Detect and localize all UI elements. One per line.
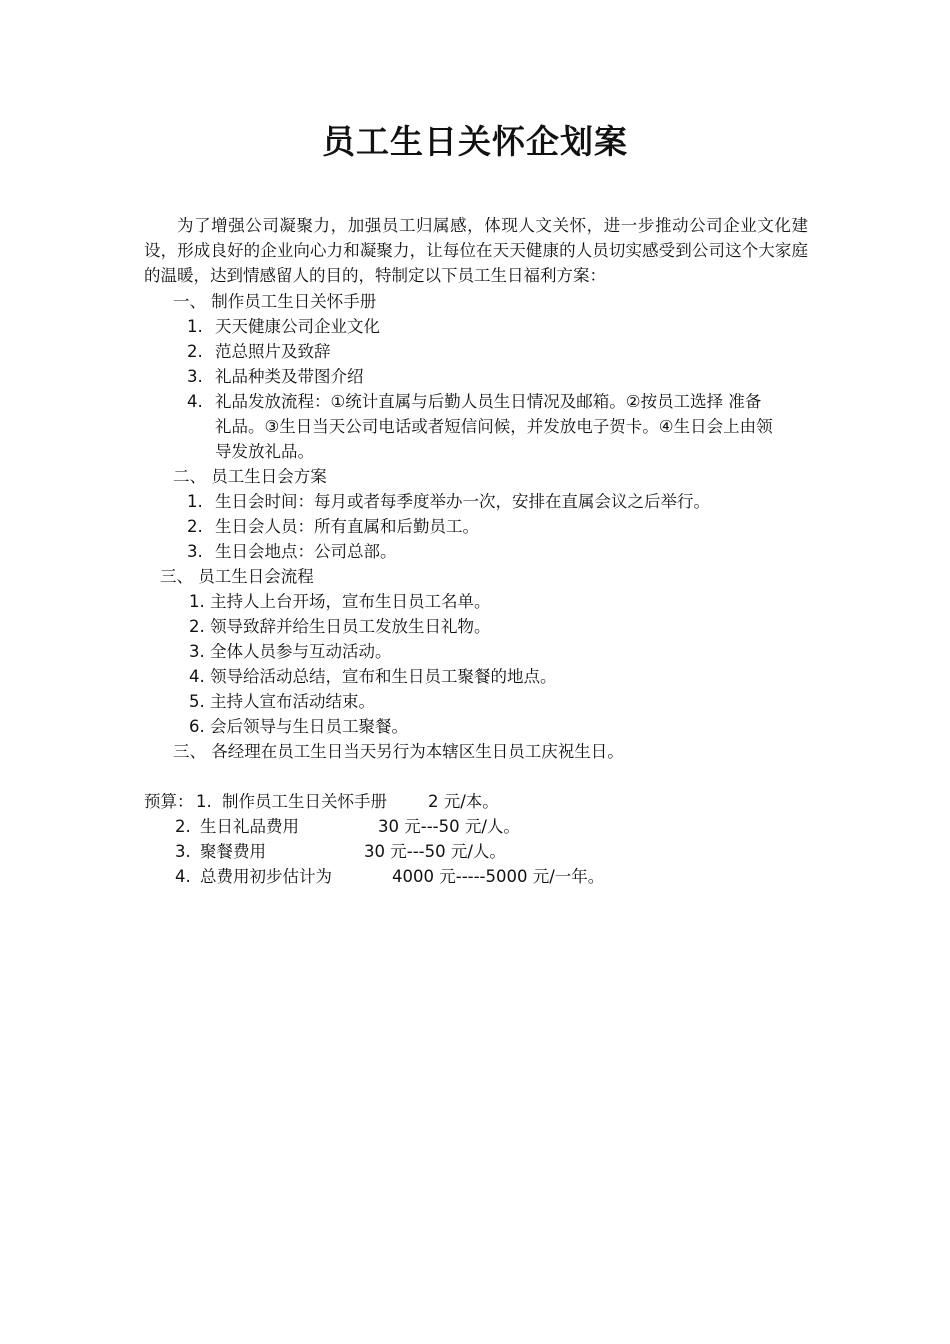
section3-item-5: 5. 主持人宣布活动结束。 [189, 692, 375, 711]
budget-item-1-num: 1. [196, 792, 212, 811]
section2-item-1: 生日会时间：每月或者每季度举办一次，安排在直属会议之后举行。 [215, 492, 710, 511]
section1-item-2: 范总照片及致辞 [215, 342, 331, 361]
page-title: 员工生日关怀企划案 [322, 122, 628, 161]
intro-paragraph: 为了增强公司凝聚力，加强员工归属感，体现人文关怀，进一步推动公司企业文化建设，形成良好的企业向心力和凝聚力，让每位在天天健康的人员切实感受到公司这个大家庭的温暖，达到情感留人的目的，特制定以下员工生日福利方案： [144, 216, 808, 285]
budget-item-2-amount: 30 元---50 元/人。 [378, 817, 520, 836]
budget-item-4-name: 总费用初步估计为 [200, 867, 332, 886]
section4-heading: 三、 各经理在员工生日当天另行为本辖区生日员工庆祝生日。 [173, 742, 624, 761]
budget-item-1-amount: 2 元/本。 [428, 792, 499, 811]
section3-item-2: 2. 领导致辞并给生日员工发放生日礼物。 [189, 617, 491, 636]
section1-heading: 一、 制作员工生日关怀手册 [173, 292, 377, 311]
section1-item-4-line-1: 礼品发放流程：①统计直属与后勤人员生日情况及邮箱。②按员工选择 准备 [215, 392, 762, 411]
section1-item-4-line-3: 导发放礼品。 [215, 442, 314, 461]
section1-item-3: 礼品种类及带图介绍 [215, 367, 364, 386]
section1-item-1: 天天健康公司企业文化 [215, 317, 380, 336]
section2-item-1-num: 1. [187, 492, 203, 511]
section2-item-3: 生日会地点：公司总部。 [215, 542, 397, 561]
section2-item-2-num: 2. [187, 517, 203, 536]
budget-item-4-num: 4. [175, 867, 191, 886]
budget-item-4-amount: 4000 元-----5000 元/一年。 [392, 867, 605, 886]
section3-item-1: 1. 主持人上台开场，宣布生日员工名单。 [189, 592, 491, 611]
section1-item-4-num: 4. [187, 392, 203, 411]
budget-item-3-amount: 30 元---50 元/人。 [364, 842, 506, 861]
budget-item-2-name: 生日礼品费用 [200, 817, 299, 836]
section1-item-4-line-2: 礼品。③生日当天公司电话或者短信问候，并发放电子贺卡。④生日会上由领 [215, 417, 773, 436]
section2-item-3-num: 3. [187, 542, 203, 561]
section3-item-6: 6. 会后领导与生日员工聚餐。 [189, 717, 408, 736]
section2-item-2: 生日会人员：所有直属和后勤员工。 [215, 517, 479, 536]
section1-item-2-num: 2. [187, 342, 203, 361]
section3-item-4: 4. 领导给活动总结，宣布和生日员工聚餐的地点。 [189, 667, 557, 686]
section2-heading: 二、 员工生日会方案 [173, 467, 327, 486]
section1-item-1-num: 1. [187, 317, 203, 336]
section3-heading: 三、 员工生日会流程 [160, 567, 314, 586]
section1-item-3-num: 3. [187, 367, 203, 386]
budget-item-3-name: 聚餐费用 [200, 842, 266, 861]
budget-label: 预算： [144, 792, 194, 811]
budget-item-1-name: 制作员工生日关怀手册 [222, 792, 387, 811]
section3-item-3: 3. 全体人员参与互动活动。 [189, 642, 392, 661]
budget-item-2-num: 2. [175, 817, 191, 836]
budget-item-3-num: 3. [175, 842, 191, 861]
